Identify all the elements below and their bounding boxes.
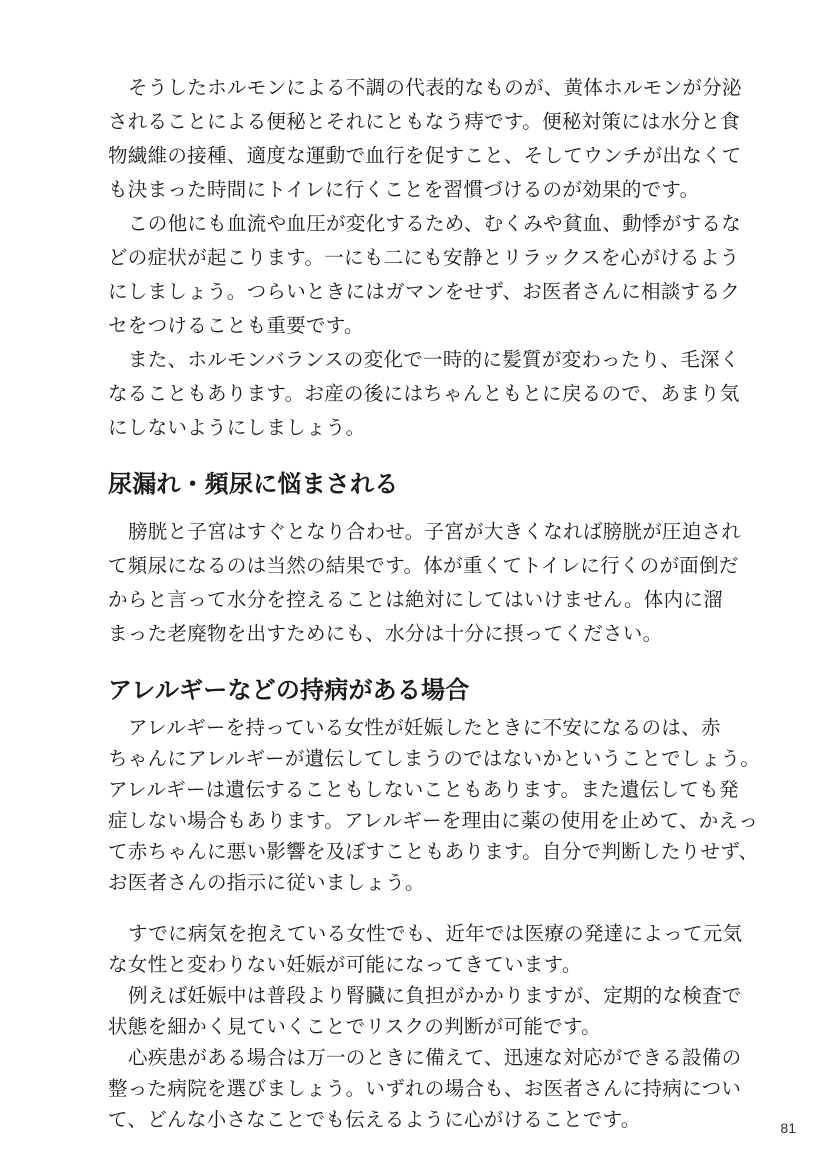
body-text-line: お医者さんの指示に従いましょう。	[108, 871, 425, 894]
body-text-line: この他にも血流や血圧が変化するため、むくみや貧血、動悸がするな	[128, 212, 742, 235]
body-text-line: 整った病院を選びましょう。いずれの場合も、お医者さんに持病につい	[108, 1077, 742, 1100]
section-heading: 尿漏れ・頻尿に悩まされる	[108, 470, 399, 498]
body-text-line: 症しない場合もあります。アレルギーを理由に薬の使用を止めて、かえっ	[108, 809, 759, 832]
body-text-line: 状態を細かく見ていくことでリスクの判断が可能です。	[108, 1015, 602, 1038]
body-text-line: て頻尿になるのは当然の結果です。体が重くてトイレに行くのが面倒だ	[108, 554, 739, 577]
body-text-line: 例えば妊娠中は普段より腎臓に負担がかかりますが、定期的な検査で	[128, 984, 742, 1007]
body-text-line: すでに病気を抱えている女性でも、近年では医療の発達によって元気	[128, 922, 743, 945]
body-text-line: も決まった時間にトイレに行くことを習慣づけるのが効果的です。	[108, 178, 700, 201]
body-text-line: セをつけることも重要です。	[108, 314, 364, 337]
body-text-line: て赤ちゃんに悪い影響を及ぼすこともあります。自分で判断したりせず、	[108, 840, 759, 863]
body-text-line: にしないようにしましょう。	[108, 416, 366, 439]
body-text-line: どの症状が起こります。一にも二にも安静とリラックスを心がけるよう	[108, 246, 740, 269]
body-text-line: にしましょう。つらいときにはガマンをせず、お医者さんに相談するク	[108, 280, 741, 303]
body-text-line: ちゃんにアレルギーが遺伝してしまうのではないかということでしょう。	[108, 747, 761, 770]
body-text-line: な女性と変わりない妊娠が可能になってきています。	[108, 953, 582, 976]
body-text-line: なることもあります。お産の後にはちゃんともとに戻るので、あまり気	[108, 382, 740, 405]
body-text-line: されることによる便秘とそれにともなう痔です。便秘対策には水分と食	[108, 110, 741, 133]
body-text-line: 物繊維の接種、適度な運動で血行を促すこと、そしてウンチが出なくて	[108, 144, 742, 167]
body-text-line: まった老廃物を出すためにも、水分は十分に摂ってください。	[108, 622, 663, 645]
body-text-line: 心疾患がある場合は万一のときに備えて、迅速な対応ができる設備の	[128, 1046, 742, 1069]
body-text-line: また、ホルモンバランスの変化で一時的に髪質が変わったり、毛深く	[128, 348, 740, 371]
body-text-line: そうしたホルモンによる不調の代表的なものが、黄体ホルモンが分泌	[128, 76, 742, 99]
body-text-line: からと言って水分を控えることは絶対にしてはいけません。体内に溜	[108, 588, 723, 611]
section-heading: アレルギーなどの持病がある場合	[108, 676, 470, 704]
body-text-line: て、どんな小さなことでも伝えるように心がけることです。	[108, 1108, 641, 1131]
body-text-line: 膀胱と子宮はすぐとなり合わせ。子宮が大きくなれば膀胱が圧迫され	[128, 520, 742, 543]
body-text-line: アレルギーを持っている女性が妊娠したときに不安になるのは、赤	[128, 716, 721, 739]
page-number: 81	[780, 1120, 796, 1136]
body-text-line: アレルギーは遺伝することもしないこともあります。また遺伝しても発	[108, 778, 739, 801]
